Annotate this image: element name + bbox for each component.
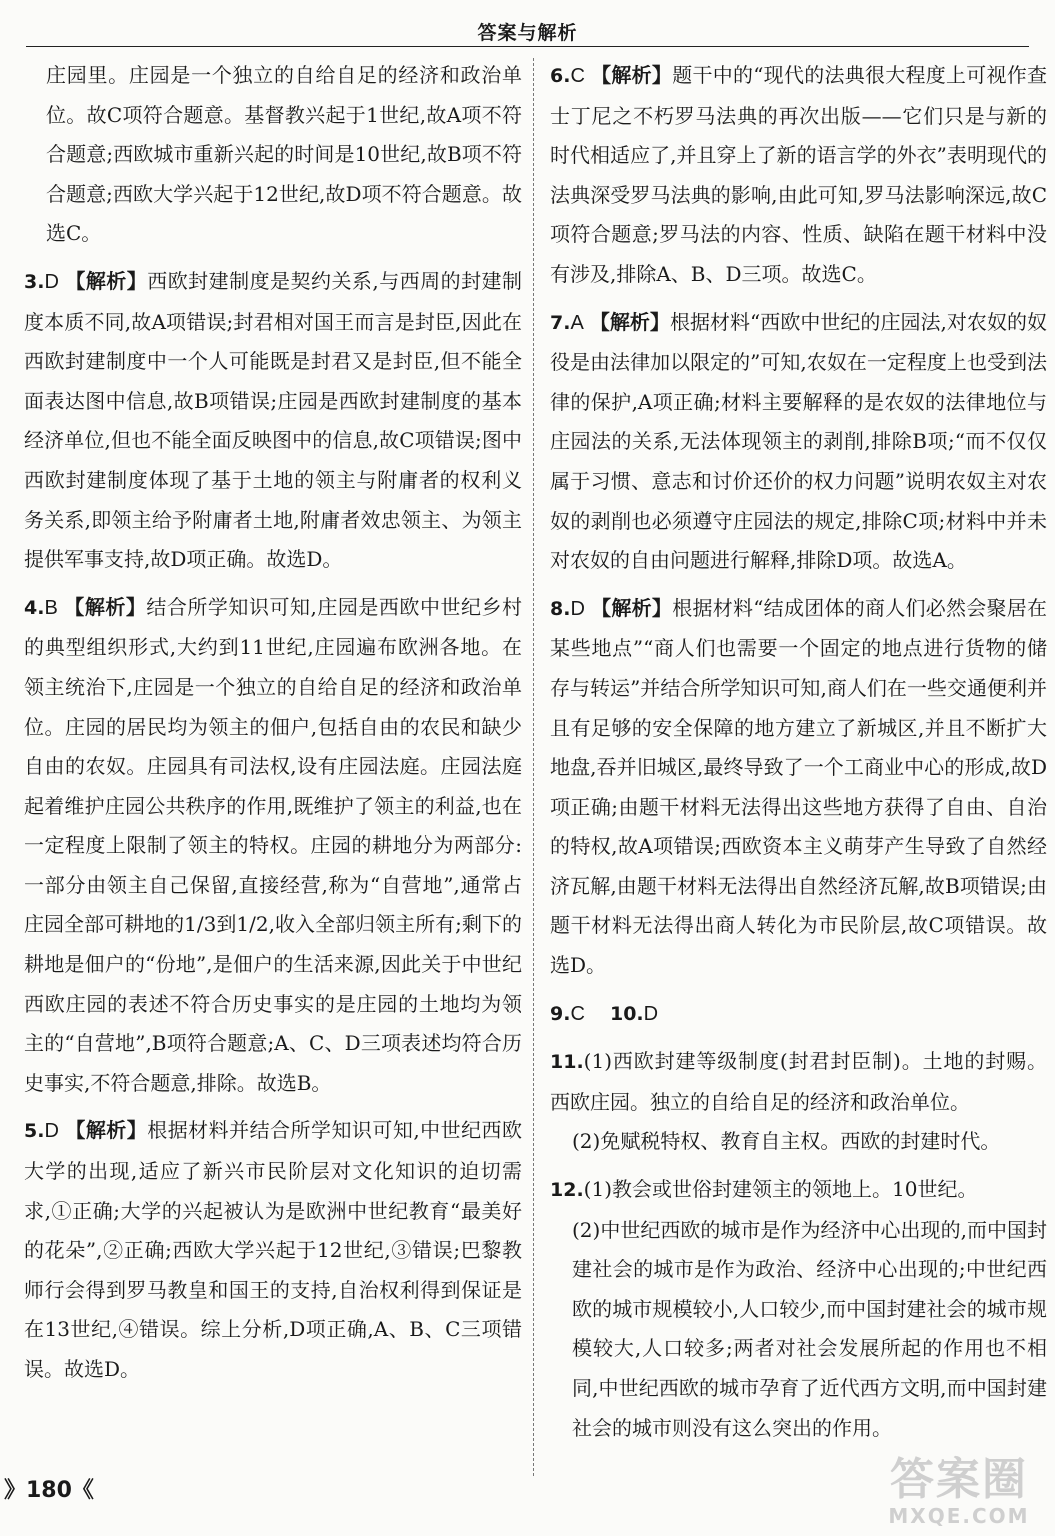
column-divider [533,58,534,1476]
answer-letter: D [570,597,585,620]
question-number: 5. [24,1120,45,1143]
right-column [550,56,1047,1456]
question-number: 12. [550,1179,584,1202]
header-rule [26,46,1029,47]
answer-continuation: 庄园里。庄园是一个独立的自给自足的经济和政治单位。故C项符合题意。基督教兴起于1世纪,故A项不符合题意;西欧城市重新兴起的时间是10世纪,故B项不符合题意;西欧大学兴起于12世纪,故D项不符合题意。故选C。 [46,63,522,246]
analysis-text: 根据材料“西欧中世纪的庄园法,对农奴的奴役是由法律加以限定的”可知,农奴在一定程度上也受到法律的保护,A项正确;材料主要解释的是农奴的法律地位与庄园法的关系,无法体现领主的剥削,排除B项;“而不仅仅属于习惯、意志和讨价还价的权力问题”说明农奴主对农奴的剥削也必须遵守庄园法的规定,排除C项;材料中并未对农奴的自由问题进行解释,排除D项。故选A。 [550,309,1048,573]
page-number: 》180《 [4,1478,94,1503]
analysis-tag: 【解析】 [64,268,148,293]
question-number: 7. [550,311,571,334]
answer-item-12 [550,1170,1047,1448]
answer-letter: B [44,596,58,619]
analysis-text: 根据材料“结成团体的商人们必然会聚居在某些地点”“商人们也需要一个固定的地点进行货物的储存与转运”并结合所学知识可知,商人们在一些交通便利并且有足够的安全保障的地方建立了新城区,并且不断扩大地盘,吞并旧城区,最终导致了一个工商业中心的形成,故D项正确;由题干材料无法得出这些地方获得了自由、自治的特权,故A项错误;西欧资本主义萌芽产生导致了自然经济瓦解,由题干材料无法得出自然经济瓦解,故B项错误;由题干材料无法得出商人转化为市民阶层,故C项错误。故选D。 [550,595,1047,978]
watermark-logo [869,1456,1049,1532]
question-number: 9. [550,1002,571,1025]
question-number: 4. [24,596,45,619]
analysis-tag: 【解析】 [64,1118,148,1143]
answer-part-1: (1)西欧封建等级制度(封君封臣制)。土地的封赐。西欧庄园。独立的自给自足的经济和政治单位。 [550,1049,1047,1114]
answer-part-1: (1)教会或世俗封建领主的领地上。10世纪。 [583,1177,978,1202]
answer-letter: C [570,65,585,87]
answer-letter: D [44,1120,59,1143]
analysis-text: 题干中的“现代的法典很大程度上可视作查士丁尼之不朽罗马法典的再次出版——它们只是与新的时代相适应了,并且穿上了新的语言学的外衣”表明现代的法典深受罗马法典的影响,由此可知,罗马法影响深远,故C项符合题意;罗马法的内容、性质、缺陷在题干材料中没有涉及,排除A、B、D三项。故选C。 [550,63,1047,286]
answer-items-9-10 [550,994,1047,1035]
analysis-tag: 【解析】 [590,63,673,87]
analysis-tag: 【解析】 [63,594,147,619]
answer-item-5 [24,1111,522,1389]
page-header-title: 答案与解析 [477,22,578,44]
answer-item-7 [550,303,1047,581]
answer-item-11 [550,1042,1047,1162]
analysis-text: 西欧封建制度是契约关系,与西周的封建制度本质不同,故A项错误;封君相对国王而言是封臣,因此在西欧封建制度中一个人可能既是封君又是封臣,但不能全面表达图中信息,故B项错误;庄园是西欧封建制度的基本经济单位,但也不能全面反映图中的信息,故C项错误;图中西欧封建制度体现了基于土地的领主与附庸者的权利义务关系,即领主给予附庸者土地,附庸者效忠领主、为领主提供军事支持,故D项正确。故选D。 [24,268,523,572]
answer-item-3 [24,262,522,580]
analysis-text: 根据材料并结合所学知识可知,中世纪西欧大学的出现,适应了新兴市民阶层对文化知识的迫切需求,①正确;大学的兴起被认为是欧洲中世纪教育“最美好的花朵”,②正确;西欧大学兴起于12世纪,③错误;巴黎教师行会得到罗马教皇和国王的支持,自治权利得到保证是在13世纪,④错误。综上分析,D项正确,A、B、C三项错误。故选D。 [24,1118,523,1381]
analysis-text: 结合所学知识可知,庄园是西欧中世纪乡村的典型组织形式,大约到11世纪,庄园遍布欧洲各地。在领主统治下,庄园是一个独立的自给自足的经济和政治单位。庄园的居民均为领主的佃户,包括自由的农民和缺少自由的农奴。庄园具有司法权,设有庄园法庭。庄园法庭起着维护庄园公共秩序的作用,既维护了领主的利益,也在一定程度上限制了领主的特权。庄园的耕地分为两部分:一部分由领主自己保留,直接经营,称为“自营地”,通常占庄园全部可耕地的1/3到1/2,收入全部归领主所有;剩下的耕地是佃户的“份地”,是佃户的生活来源,因此关于中世纪西欧庄园的表述不符合历史事实的是庄园的土地均为领主的“自营地”,B项符合题意;A、C、D三项表述均符合历史事实,不符合题意,排除。故选B。 [24,594,523,1095]
answer-letter: D [44,270,59,293]
watermark-logo-text: 答案圈 [890,1454,1028,1505]
answer-part-2: (2)中世纪西欧的城市是作为经济中心出现的,而中国封建社会的城市是作为政治、经济中心出现的;中世纪西欧的城市规模较小,人口较少,而中国封建社会的城市规模较大,人口较多;两者对社会发展所起的作用也不相同,中世纪西欧的城市孕育了近代西方文明,而中国封建社会的城市则没有这么突出的作用。 [572,1217,1047,1440]
answer-item-8 [550,589,1047,986]
left-column [24,56,522,1398]
question-number: 8. [550,597,571,620]
answer-item-6 [550,56,1047,295]
answer-letter: C [570,1002,585,1025]
question-number: 10. [609,1002,644,1025]
question-number: 6. [550,65,571,87]
analysis-tag: 【解析】 [590,595,673,620]
answer-item-4 [24,588,522,1104]
analysis-tag: 【解析】 [589,309,670,334]
watermark-url: MXQE.COM [888,1504,1030,1528]
question-number: 11. [550,1051,584,1074]
answer-letter: D [643,1002,659,1025]
answer-part-2: (2)免赋税特权、教育自主权。西欧的封建时代。 [572,1129,1001,1154]
question-number: 3. [24,270,45,293]
answer-letter: A [570,311,584,334]
